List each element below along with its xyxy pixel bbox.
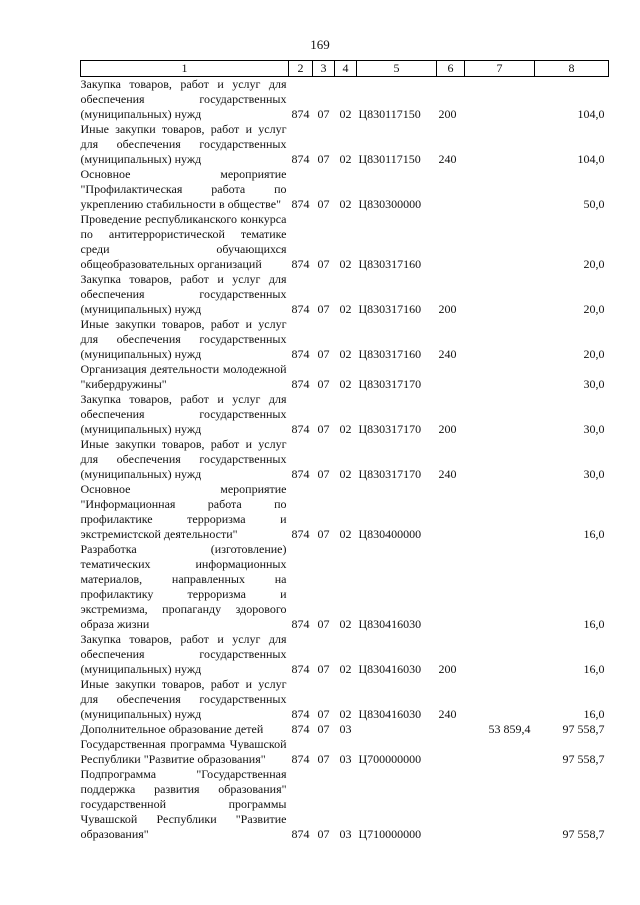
admin-code-cell: 874 [291, 257, 310, 271]
target-article-cell: Ц830416030 [358, 662, 422, 676]
row-name-cell: Закупка товаров, работ и услуг для обеспечения государственных (муниципальных) нужд [80, 77, 287, 121]
table-body [81, 77, 609, 843]
column-header: 2 [289, 61, 313, 77]
expense-type-cell [437, 482, 465, 542]
row-name-cell: Иные закупки товаров, работ и услуг для обеспечения государственных (муниципальных) нужд [80, 677, 287, 721]
subsection-code-cell: 02 [339, 527, 352, 541]
expense-type-cell [437, 212, 465, 272]
admin-code-cell: 874 [291, 827, 310, 841]
amount-col8-cell: 30,0 [583, 467, 605, 481]
expense-type-cell: 200 [438, 107, 457, 121]
subsection-code-cell: 02 [339, 107, 352, 121]
subsection-code-cell: 02 [339, 707, 352, 721]
expense-type-cell [437, 167, 465, 212]
expense-type-cell: 200 [438, 662, 457, 676]
row-name-cell: Государственная программа Чувашской Республики "Развитие образования" [80, 737, 287, 766]
amount-col7-cell: 53 859,4 [488, 722, 531, 736]
section-code-cell: 07 [317, 527, 330, 541]
row-name-cell: Основное мероприятие "Информационная работа по профилактике терроризма и экстремистской деятельности" [80, 482, 287, 541]
target-article-cell: Ц830300000 [358, 197, 422, 211]
section-code-cell: 07 [317, 707, 330, 721]
admin-code-cell: 874 [291, 197, 310, 211]
row-name-cell: Основное мероприятие "Профилактическая работа по укреплению стабильности в обществе" [80, 167, 287, 211]
budget-table [80, 60, 609, 842]
subsection-code-cell: 02 [339, 257, 352, 271]
amount-col8-cell: 16,0 [583, 707, 605, 721]
target-article-cell: Ц830416030 [358, 707, 422, 721]
section-code-cell: 07 [317, 377, 330, 391]
subsection-code-cell: 02 [339, 662, 352, 676]
amount-col8-cell: 16,0 [583, 617, 605, 631]
admin-code-cell: 874 [291, 752, 310, 766]
amount-col8-cell: 97 558,7 [562, 827, 605, 841]
amount-col8-cell: 30,0 [583, 422, 605, 436]
amount-col8-cell: 20,0 [583, 347, 605, 361]
column-header: 1 [81, 61, 289, 77]
section-code-cell: 07 [317, 662, 330, 676]
target-article-cell: Ц830117150 [358, 107, 421, 121]
table-row [81, 272, 609, 317]
amount-col8-cell: 20,0 [583, 257, 605, 271]
row-name-cell: Закупка товаров, работ и услуг для обеспечения государственных (муниципальных) нужд [80, 392, 287, 436]
row-name-cell: Разработка (изготовление) тематических информационных материалов, направленных на профилактику терроризма и экстремизма, пропаганду здорового образа жизни [80, 542, 287, 631]
amount-col7-cell [465, 362, 535, 392]
table-row [81, 392, 609, 437]
subsection-code-cell: 03 [339, 752, 352, 766]
table-row [81, 677, 609, 722]
table-row [81, 767, 609, 842]
admin-code-cell: 874 [291, 722, 310, 736]
section-code-cell: 07 [317, 257, 330, 271]
admin-code-cell: 874 [291, 707, 310, 721]
column-header: 6 [437, 61, 465, 77]
amount-col8-cell: 50,0 [583, 197, 605, 211]
target-article-cell: Ц710000000 [358, 827, 422, 841]
table-row [81, 542, 609, 632]
row-name-cell: Дополнительное образование детей [80, 722, 264, 736]
subsection-code-cell: 02 [339, 197, 352, 211]
subsection-code-cell: 03 [339, 827, 352, 841]
target-article-cell: Ц830317170 [358, 422, 422, 436]
expense-type-cell: 200 [438, 422, 457, 436]
expense-type-cell [437, 362, 465, 392]
amount-col7-cell [465, 167, 535, 212]
amount-col7-cell [465, 632, 535, 677]
admin-code-cell: 874 [291, 302, 310, 316]
row-name-cell: Иные закупки товаров, работ и услуг для обеспечения государственных (муниципальных) нужд [80, 437, 287, 481]
column-header: 8 [535, 61, 609, 77]
expense-type-cell: 240 [438, 347, 457, 361]
section-code-cell: 07 [317, 302, 330, 316]
section-code-cell: 07 [317, 827, 330, 841]
table-header-row [81, 61, 609, 77]
amount-col7-cell [465, 317, 535, 362]
amount-col7-cell [465, 272, 535, 317]
subsection-code-cell: 02 [339, 467, 352, 481]
target-article-cell: Ц700000000 [358, 752, 422, 766]
expense-type-cell [437, 767, 465, 842]
target-article-cell: Ц830317160 [358, 257, 422, 271]
amount-col7-cell [465, 677, 535, 722]
section-code-cell: 07 [317, 752, 330, 766]
table-row [81, 362, 609, 392]
target-article-cell: Ц830400000 [358, 527, 422, 541]
section-code-cell: 07 [317, 722, 330, 736]
expense-type-cell [437, 737, 465, 767]
expense-type-cell: 240 [438, 467, 457, 481]
row-name-cell: Закупка товаров, работ и услуг для обеспечения государственных (муниципальных) нужд [80, 632, 287, 676]
section-code-cell: 07 [317, 617, 330, 631]
section-code-cell: 07 [317, 422, 330, 436]
amount-col7-cell [465, 542, 535, 632]
amount-col8-cell: 97 558,7 [562, 722, 605, 736]
amount-col8-cell: 16,0 [583, 662, 605, 676]
row-name-cell: Подпрограмма "Государственная поддержка развития образования" государственной программы Чувашской Республики "Развитие образования" [80, 767, 287, 841]
target-article-cell: Ц830317160 [358, 347, 422, 361]
table-row [81, 437, 609, 482]
amount-col8-cell: 20,0 [583, 302, 605, 316]
admin-code-cell: 874 [291, 107, 310, 121]
subsection-code-cell: 02 [339, 422, 352, 436]
table-row [81, 212, 609, 272]
column-header: 7 [465, 61, 535, 77]
table-row [81, 77, 609, 123]
amount-col7-cell [465, 482, 535, 542]
subsection-code-cell: 02 [339, 377, 352, 391]
row-name-cell: Иные закупки товаров, работ и услуг для обеспечения государственных (муниципальных) нужд [80, 122, 287, 166]
section-code-cell: 07 [317, 467, 330, 481]
subsection-code-cell: 02 [339, 152, 352, 166]
table-row [81, 167, 609, 212]
amount-col7-cell [465, 212, 535, 272]
column-header: 3 [313, 61, 335, 77]
amount-col7-cell [465, 392, 535, 437]
amount-col8-cell: 104,0 [577, 152, 605, 166]
section-code-cell: 07 [317, 107, 330, 121]
amount-col8-cell: 104,0 [577, 107, 605, 121]
amount-col7-cell [465, 122, 535, 167]
section-code-cell: 07 [317, 347, 330, 361]
target-article-cell [357, 722, 437, 737]
admin-code-cell: 874 [291, 422, 310, 436]
admin-code-cell: 874 [291, 377, 310, 391]
table-row [81, 632, 609, 677]
admin-code-cell: 874 [291, 467, 310, 481]
section-code-cell: 07 [317, 197, 330, 211]
amount-col8-cell: 97 558,7 [562, 752, 605, 766]
amount-col7-cell [465, 767, 535, 842]
target-article-cell: Ц830117150 [358, 152, 421, 166]
amount-col7-cell [465, 77, 535, 123]
admin-code-cell: 874 [291, 662, 310, 676]
admin-code-cell: 874 [291, 347, 310, 361]
subsection-code-cell: 02 [339, 617, 352, 631]
table-row [81, 482, 609, 542]
table-row [81, 317, 609, 362]
subsection-code-cell: 03 [339, 722, 352, 736]
subsection-code-cell: 02 [339, 302, 352, 316]
target-article-cell: Ц830317160 [358, 302, 422, 316]
row-name-cell: Закупка товаров, работ и услуг для обеспечения государственных (муниципальных) нужд [80, 272, 287, 316]
target-article-cell: Ц830317170 [358, 377, 422, 391]
row-name-cell: Иные закупки товаров, работ и услуг для обеспечения государственных (муниципальных) нужд [80, 317, 287, 361]
subsection-code-cell: 02 [339, 347, 352, 361]
section-code-cell: 07 [317, 152, 330, 166]
column-header: 5 [357, 61, 437, 77]
table-row [81, 722, 609, 737]
admin-code-cell: 874 [291, 152, 310, 166]
expense-type-cell [437, 722, 465, 737]
amount-col8-cell: 30,0 [583, 377, 605, 391]
target-article-cell: Ц830317170 [358, 467, 422, 481]
expense-type-cell: 240 [438, 152, 457, 166]
amount-col8-cell: 16,0 [583, 527, 605, 541]
expense-type-cell: 200 [438, 302, 457, 316]
amount-col7-cell [465, 437, 535, 482]
table-row [81, 122, 609, 167]
row-name-cell: Проведение республиканского конкурса по антитеррористической тематике среди обучающихся общеобразовательных организаций [80, 212, 287, 271]
admin-code-cell: 874 [291, 527, 310, 541]
expense-type-cell: 240 [438, 707, 457, 721]
admin-code-cell: 874 [291, 617, 310, 631]
column-header: 4 [335, 61, 357, 77]
table-row [81, 737, 609, 767]
amount-col7-cell [465, 737, 535, 767]
page-number: 169 [310, 37, 330, 52]
expense-type-cell [437, 542, 465, 632]
row-name-cell: Организация деятельности молодежной "кибердружины" [80, 362, 287, 391]
target-article-cell: Ц830416030 [358, 617, 422, 631]
